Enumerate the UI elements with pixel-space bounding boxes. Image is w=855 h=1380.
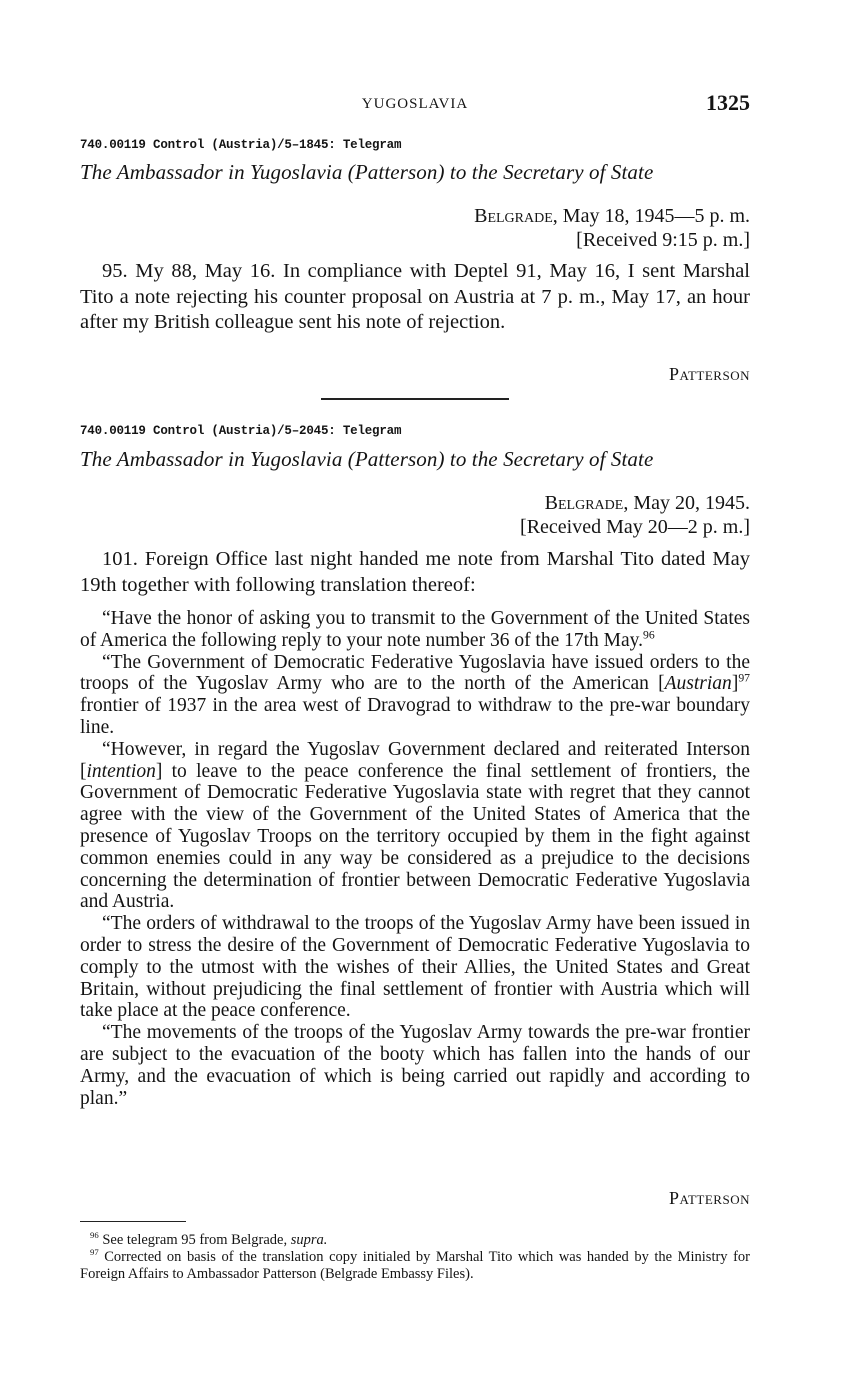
dateline-2 bbox=[520, 491, 750, 539]
quote-paragraph-2 bbox=[80, 652, 750, 739]
section-divider bbox=[321, 398, 509, 400]
quote-text: “However, in regard the Yugoslav Government declared and reiterated Interson [ bbox=[80, 738, 750, 782]
quote-text: ] bbox=[731, 673, 739, 695]
place: Belgrade bbox=[544, 492, 624, 514]
document-heading-1 bbox=[80, 160, 750, 185]
footnote-96 bbox=[80, 1232, 750, 1249]
date-line bbox=[520, 491, 750, 515]
heading-text: The Ambassador in Yugoslavia ( bbox=[80, 160, 355, 184]
quote-text: frontier of 1937 in the area west of Dravograd to withdraw to the pre-war boundary line. bbox=[80, 695, 750, 738]
footnote-number: 96 bbox=[90, 1230, 99, 1241]
telegram-body-1: 95. My 88, May 16. In compliance with Deptel 91, May 16, I sent Marshal Tito a note rejecting his counter proposal on Austria at 7 p. m., May 17, an hour after my British colleague sent his note of rejection. bbox=[80, 260, 750, 333]
received-line: [Received 9:15 p. m.] bbox=[576, 229, 750, 251]
date: , May 18, 1945—5 p. m. bbox=[552, 205, 750, 227]
footnote-97 bbox=[80, 1249, 750, 1283]
document-heading-2 bbox=[80, 447, 750, 472]
heading-name: Patterson bbox=[354, 160, 438, 184]
file-reference-2: 740.00119 Control (Austria)/5–2045: Telegram bbox=[80, 424, 402, 438]
footnote-divider bbox=[80, 1221, 186, 1222]
footnote-text: Corrected on basis of the translation copy initialed by Marshal Tito which was handed by the Ministry for Foreign Affairs to Ambassador Patterson (Belgrade Embassy Files). bbox=[80, 1249, 750, 1282]
dateline-1 bbox=[474, 204, 750, 252]
quote-paragraph-4: “The orders of withdrawal to the troops of the Yugoslav Army have been issued in order to stress the desire of the Government of Democratic Federative Yugoslavia to comply to the utmost with the wishes of their Allies, the United States and Great Britain, without prejudicing the final settlement of frontier with Austria which will take place at the peace conference. bbox=[80, 913, 750, 1022]
signature-1: Patterson bbox=[669, 364, 750, 384]
quote-text: ] to leave to the peace conference the final settlement of frontiers, the Government of Democratic Federative Yugoslavia state with regret that they cannot agree with the view of the Government of the United States of America that the presence of Yugoslav Troops on the territory occupied by them in the fight against common enemies could in any way be considered as a prejudice to the decisions concerning the determination of frontier between Democratic Federative Yugoslavia and Austria. bbox=[80, 760, 750, 913]
quote-paragraph-3 bbox=[80, 739, 750, 913]
footnotes bbox=[80, 1232, 750, 1283]
running-head bbox=[80, 90, 750, 120]
quoted-note bbox=[80, 608, 750, 1109]
telegram-intro-2: 101. Foreign Office last night handed me note from Marshal Tito dated May 19th together with following translation thereof: bbox=[80, 548, 750, 596]
date-line bbox=[474, 204, 750, 228]
footnote-ref-96: 96 bbox=[643, 628, 655, 642]
signature-2: Patterson bbox=[669, 1188, 750, 1208]
date: , May 20, 1945. bbox=[623, 492, 750, 514]
page-number: 1325 bbox=[706, 90, 750, 115]
heading-name: Patterson bbox=[354, 447, 438, 471]
footnote-text: See telegram 95 from Belgrade, bbox=[98, 1232, 291, 1248]
file-reference-1: 740.00119 Control (Austria)/5–1845: Telegram bbox=[80, 138, 402, 152]
place: Belgrade bbox=[474, 205, 553, 227]
quote-paragraph-1 bbox=[80, 608, 750, 652]
footnote-italic: supra. bbox=[290, 1232, 328, 1248]
footnote-ref-97: 97 bbox=[738, 671, 750, 685]
quote-text: “Have the honor of asking you to transmit to the Government of the United States of America the following reply to your note number 36 of the 17th May. bbox=[80, 608, 750, 651]
editorial-correction: intention bbox=[86, 760, 156, 782]
quote-paragraph-5: “The movements of the troops of the Yugoslav Army towards the pre-war frontier are subject to the evacuation of the booty which has fallen into the hands of our Army, and the evacuation of which is being carried out rapidly and according to plan.” bbox=[80, 1022, 750, 1109]
running-title: YUGOSLAVIA bbox=[361, 96, 469, 112]
editorial-correction: Austrian bbox=[664, 673, 732, 695]
quote-text: “The Government of Democratic Federative Yugoslavia have issued orders to the troops of the Yugoslav Army who are to the north of the American [ bbox=[80, 651, 750, 695]
heading-text: ) to the Secretary of State bbox=[437, 447, 654, 471]
heading-text: The Ambassador in Yugoslavia ( bbox=[80, 447, 355, 471]
heading-text: ) to the Secretary of State bbox=[437, 160, 654, 184]
received-line: [Received May 20—2 p. m.] bbox=[520, 516, 750, 538]
footnote-number: 97 bbox=[90, 1247, 99, 1258]
